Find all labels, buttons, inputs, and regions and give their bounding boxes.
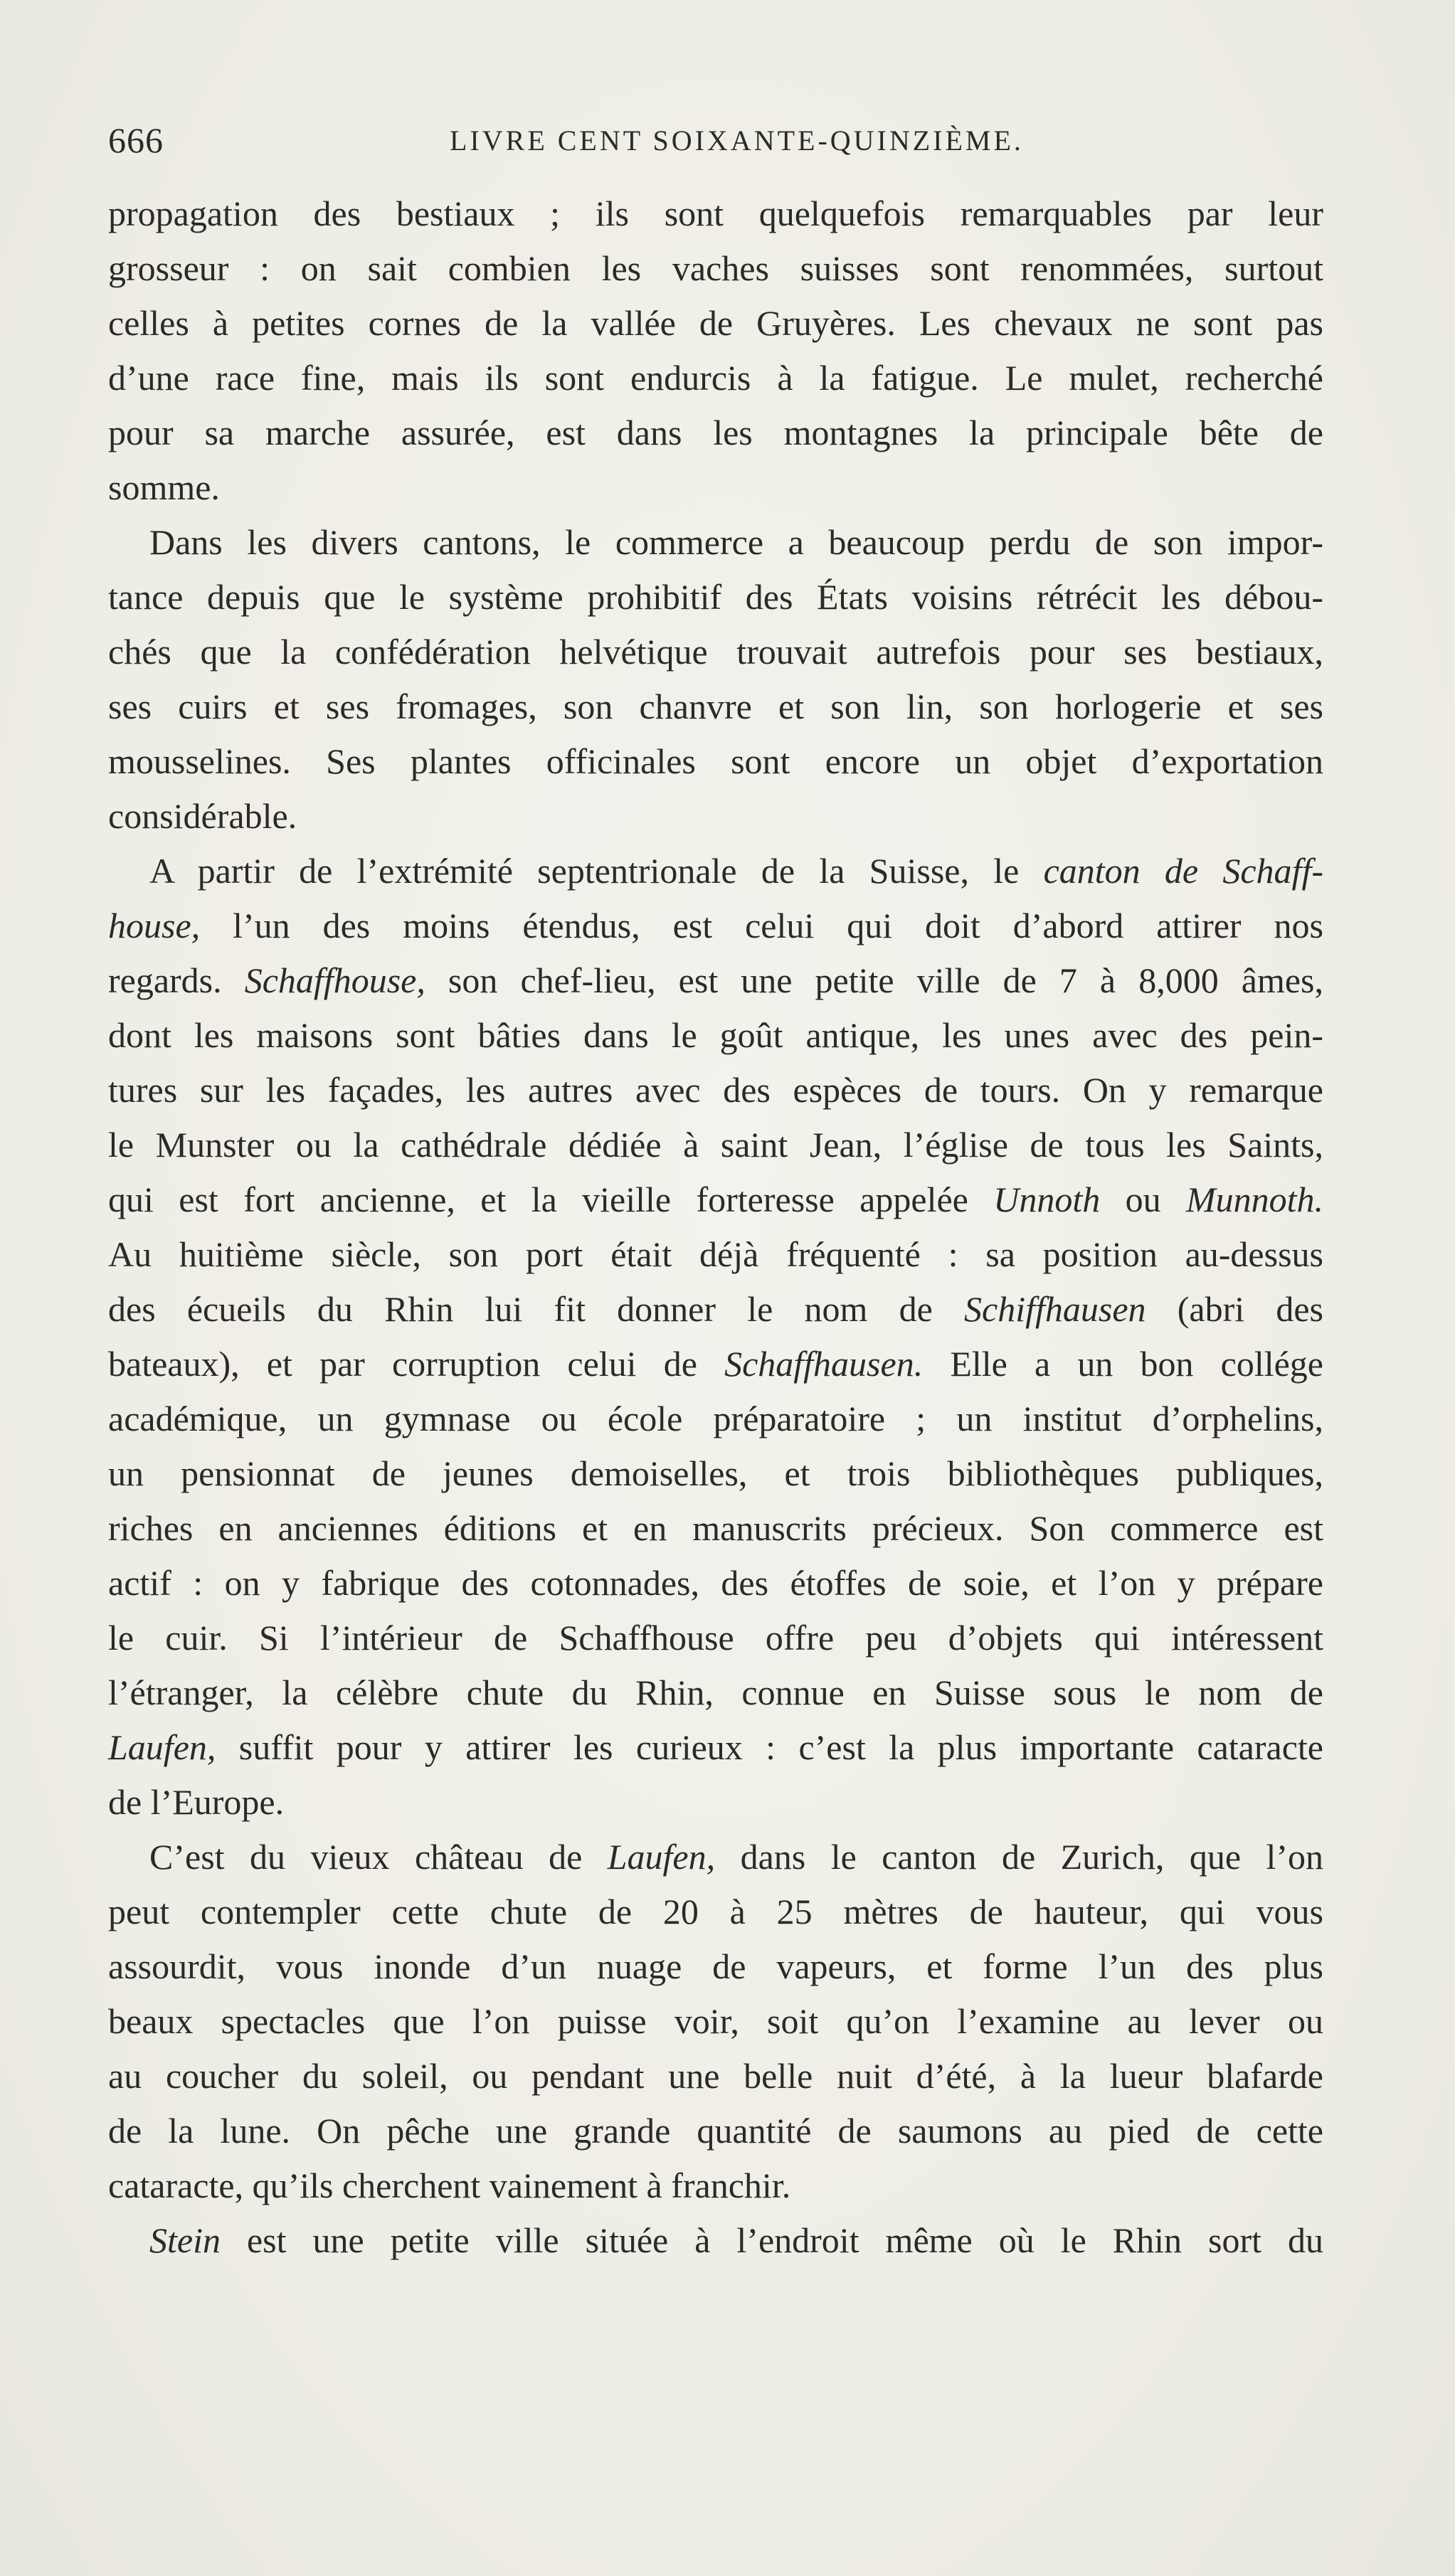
italic-run: Schaffhausen. (724, 1344, 924, 1384)
text-line: chés que la confédération helvétique trouvait autrefois pour ses bestiaux, (108, 632, 1323, 672)
text-line: riches en anciennes éditions et en manuscrits précieux. Son commerce est (108, 1508, 1323, 1548)
text-line: considérable. (108, 796, 297, 836)
italic-run: Laufen, (607, 1837, 716, 1877)
text-line: somme. (108, 467, 220, 507)
text-run: est une petite ville située à l’endroit même où le Rhin sort du (220, 2220, 1323, 2260)
text-line: le cuir. Si l’intérieur de Schaffhouse offre peu d’objets qui intéressent (108, 1618, 1323, 1658)
text-line: celles à petites cornes de la vallée de Gruyères. Les chevaux ne sont pas (108, 303, 1323, 343)
text-line: de la lune. On pêche une grande quantité de saumons au pied de cette (108, 2111, 1323, 2151)
text-line: d’une race fine, mais ils sont endurcis à la fatigue. Le mulet, recherché (108, 358, 1323, 398)
text-line: mousselines. Ses plantes officinales sont encore un objet d’exportation (108, 741, 1323, 781)
italic-run: Laufen, (108, 1727, 216, 1767)
text-line (108, 953, 1323, 1008)
text-run: bateaux), et par corruption celui de (108, 1344, 725, 1384)
page-number: 666 (108, 120, 164, 160)
text-run: dans le canton de Zurich, que l’on (715, 1837, 1323, 1877)
italic-run: Schiffhausen (964, 1289, 1146, 1329)
text-line: l’étranger, la célèbre chute du Rhin, connue en Suisse sous le nom de (108, 1673, 1323, 1712)
text-line (108, 1172, 1323, 1227)
text-run: A partir de l’extrémité septentrionale de la Suisse, le (149, 851, 1044, 891)
text-line (108, 1720, 1323, 1775)
text-run: regards. (108, 960, 245, 1000)
text-line: académique, un gymnase ou école préparatoire ; un institut d’orphelins, (108, 1399, 1323, 1438)
text-line: beaux spectacles que l’on puisse voir, soit qu’on l’examine au lever ou (108, 2001, 1323, 2041)
italic-run: Stein (149, 2220, 221, 2260)
text-line: cataracte, qu’ils cherchent vainement à franchir. (108, 2166, 791, 2205)
text-line: propagation des bestiaux ; ils sont quelquefois remarquables par leur (108, 194, 1323, 233)
text-run: des écueils du Rhin lui fit donner le nom de (108, 1289, 965, 1329)
text-line: un pensionnat de jeunes demoiselles, et trois bibliothèques publiques, (108, 1453, 1323, 1493)
text-line (108, 844, 1323, 899)
text-line: dont les maisons sont bâties dans le goût antique, les unes avec des pein- (108, 1015, 1323, 1055)
text-run: Elle a un bon collége (923, 1344, 1323, 1384)
italic-run: Schaffhouse, (244, 960, 425, 1000)
text-line: de l’Europe. (108, 1782, 285, 1822)
text-line: Dans les divers cantons, le commerce a beaucoup perdu de son impor- (149, 522, 1323, 562)
text-line: actif : on y fabrique des cotonnades, des étoffes de soie, et l’on y prépare (108, 1563, 1323, 1603)
text-line: tance depuis que le système prohibitif des États voisins rétrécit les débou- (108, 577, 1323, 617)
italic-run: Unnoth (993, 1180, 1101, 1219)
running-title: LIVRE CENT SOIXANTE-QUINZIÈME. (450, 124, 1024, 157)
italic-run: house, (108, 906, 201, 945)
page-header (108, 120, 1360, 162)
italic-run: canton de Schaff- (1043, 851, 1323, 891)
text-line: tures sur les façades, les autres avec des espèces de tours. On y remarque (108, 1070, 1323, 1110)
text-line: au coucher du soleil, ou pendant une belle nuit d’été, à la lueur blafarde (108, 2056, 1323, 2096)
text-run: ou (1100, 1180, 1186, 1219)
text-line (108, 899, 1323, 953)
text-line: grosseur : on sait combien les vaches suisses sont renommées, surtout (108, 248, 1323, 288)
text-line: pour sa marche assurée, est dans les montagnes la principale bête de (108, 413, 1323, 452)
text-line: le Munster ou la cathédrale dédiée à saint Jean, l’église de tous les Saints, (108, 1125, 1323, 1165)
text-line: Au huitième siècle, son port était déjà fréquenté : sa position au-dessus (108, 1234, 1323, 1274)
text-line: assourdit, vous inonde d’un nuage de vapeurs, et forme l’un des plus (108, 1946, 1323, 1986)
body-text (108, 186, 1323, 2268)
text-run: son chef-lieu, est une petite ville de 7 à 8,000 âmes, (425, 960, 1323, 1000)
italic-run: Munnoth. (1185, 1180, 1324, 1219)
text-run: C’est du vieux château de (149, 1837, 608, 1877)
text-line (108, 1830, 1323, 1885)
text-line (108, 1337, 1323, 1392)
text-run: l’un des moins étendus, est celui qui doit d’abord attirer nos (200, 906, 1323, 945)
text-run: qui est fort ancienne, et la vieille forteresse appelée (108, 1180, 994, 1219)
text-line (108, 1282, 1323, 1337)
text-run: (abri des (1146, 1289, 1323, 1329)
text-run: suffit pour y attirer les curieux : c’est la plus importante cataracte (216, 1727, 1323, 1767)
text-line: peut contempler cette chute de 20 à 25 mètres de hauteur, qui vous (108, 1892, 1323, 1931)
text-line: ses cuirs et ses fromages, son chanvre et son lin, son horlogerie et ses (108, 687, 1323, 726)
text-line (108, 2213, 1323, 2268)
